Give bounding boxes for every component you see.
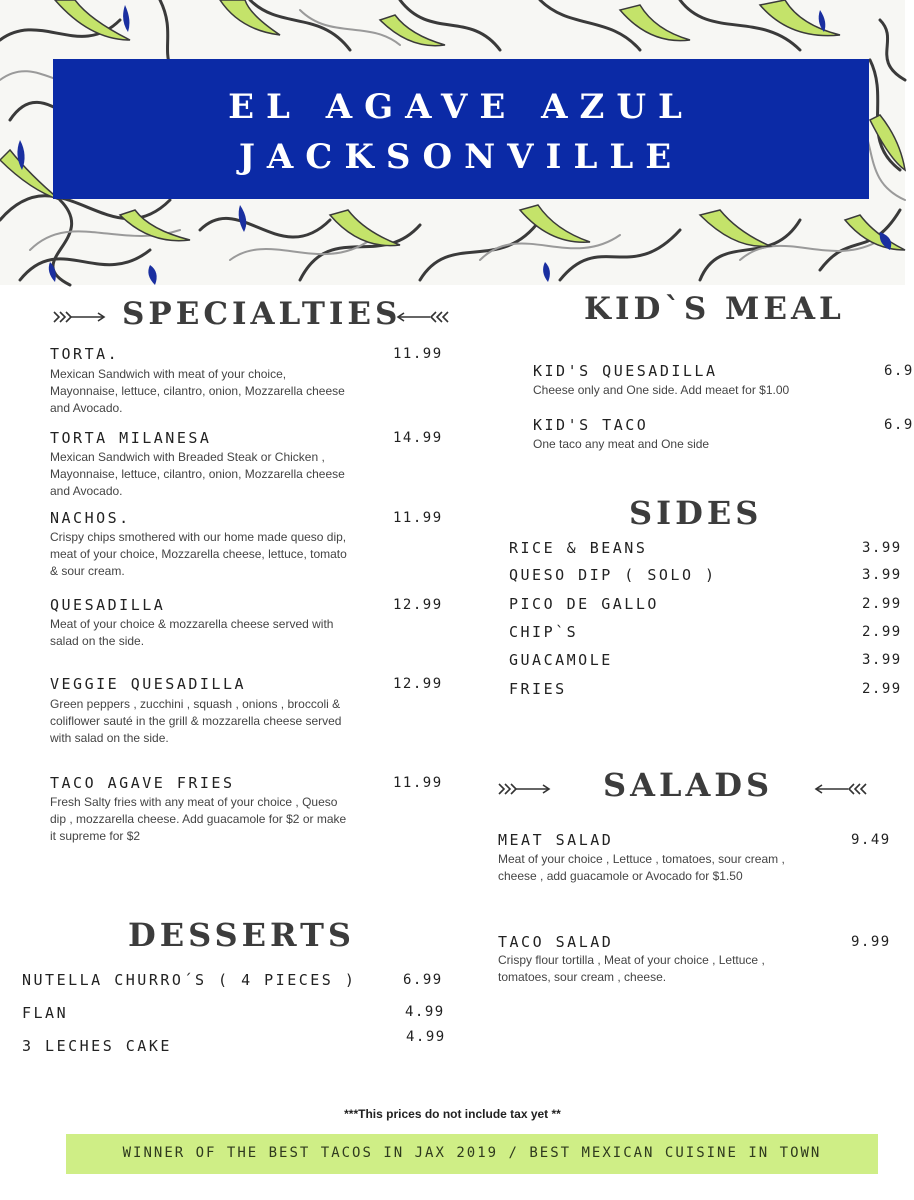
- kids-meal-heading: KID`S MEAL: [584, 291, 845, 327]
- title-box: [53, 59, 869, 199]
- salads-heading: SALADS: [603, 766, 774, 804]
- award-banner: [66, 1134, 878, 1174]
- header-banner: [0, 0, 905, 285]
- restaurant-location: JACKSONVILLE: [238, 137, 684, 177]
- dessert-name: FLAN: [22, 1004, 69, 1022]
- specialty-description: Meat of your choice & mozzarella cheese served with salad on the side.: [50, 617, 334, 648]
- salad-description: Crispy flour tortilla , Meat of your choice , Lettuce , tomatoes, sour cream , cheese.: [498, 953, 765, 984]
- side-name: GUACAMOLE: [509, 651, 613, 669]
- specialty-name: TORTA MILANESA: [50, 429, 212, 447]
- specialty-price: 11.99: [393, 346, 443, 362]
- arrow-left-icon: [396, 310, 456, 324]
- kids-item-price: 6.9: [884, 363, 914, 379]
- specialty-description: Crispy chips smothered with our home made queso dip, meat of your choice, Mozzarella cheese, lettuce, tomato & sour cream.: [50, 530, 347, 578]
- specialty-name: TACO AGAVE FRIES: [50, 774, 235, 792]
- specialty-price: 11.99: [393, 775, 443, 791]
- sides-heading: SIDES: [629, 494, 763, 532]
- arrow-right-icon: [52, 310, 112, 324]
- specialty-name: QUESADILLA: [50, 596, 166, 614]
- arrow-left-icon: [814, 782, 874, 796]
- specialty-price: 14.99: [393, 430, 443, 446]
- arrow-right-icon: [497, 782, 557, 796]
- specialty-description: Mexican Sandwich with meat of your choice, Mayonnaise, lettuce, cilantro, onion, Mozzarella cheese and Avocado.: [50, 367, 345, 415]
- specialties-heading: SPECIALTIES: [122, 296, 402, 332]
- side-price: 2.99: [862, 681, 902, 697]
- award-banner-text: WINNER OF THE BEST TACOS IN JAX 2019 / BEST MEXICAN CUISINE IN TOWN: [122, 1145, 822, 1161]
- side-name: RICE & BEANS: [509, 539, 648, 557]
- specialty-price: 12.99: [393, 676, 443, 692]
- kids-item-description: Cheese only and One side. Add meaet for $1.00: [533, 383, 790, 397]
- side-name: CHIP`S: [509, 623, 579, 641]
- salad-name: TACO SALAD: [498, 933, 614, 951]
- side-price: 2.99: [862, 596, 902, 612]
- specialty-name: VEGGIE QUESADILLA: [50, 675, 247, 693]
- side-name: FRIES: [509, 680, 567, 698]
- tax-note: ***This prices do not include tax yet **: [344, 1107, 561, 1121]
- kids-item-name: KID'S QUESADILLA: [533, 362, 718, 380]
- dessert-name: 3 LECHES CAKE: [22, 1037, 172, 1055]
- side-price: 3.99: [862, 567, 902, 583]
- dessert-price: 4.99: [406, 1029, 446, 1045]
- kids-item-name: KID'S TACO: [533, 416, 649, 434]
- salad-name: MEAT SALAD: [498, 831, 614, 849]
- specialty-price: 12.99: [393, 597, 443, 613]
- salad-price: 9.49: [851, 832, 891, 848]
- side-name: PICO DE GALLO: [509, 595, 659, 613]
- side-price: 3.99: [862, 652, 902, 668]
- salad-price: 9.99: [851, 934, 891, 950]
- specialty-description: Green peppers , zucchini , squash , onions , broccoli & coliflower sauté in the grill & mozzarella cheese served with salad on the side.: [50, 697, 342, 745]
- salad-description: Meat of your choice , Lettuce , tomatoes, sour cream , cheese , add guacamole or Avocado for $1.50: [498, 852, 785, 883]
- restaurant-name: EL AGAVE AZUL: [228, 87, 694, 127]
- specialty-description: Fresh Salty fries with any meat of your choice , Queso dip , mozzarella cheese. Add guacamole for $2 or make it supreme for $2: [50, 795, 347, 843]
- kids-item-description: One taco any meat and One side: [533, 437, 710, 451]
- dessert-name: NUTELLA CHURRO´S ( 4 PIECES ): [22, 971, 357, 989]
- side-name: QUESO DIP ( SOLO ): [509, 566, 717, 584]
- side-price: 3.99: [862, 540, 902, 556]
- dessert-price: 4.99: [405, 1004, 445, 1020]
- specialty-name: TORTA.: [50, 345, 120, 363]
- specialty-name: NACHOS.: [50, 509, 131, 527]
- desserts-heading: DESSERTS: [128, 916, 355, 954]
- side-price: 2.99: [862, 624, 902, 640]
- specialty-description: Mexican Sandwich with Breaded Steak or Chicken , Mayonnaise, lettuce, cilantro, onion, Mozzarella cheese and Avocado.: [50, 450, 345, 498]
- specialty-price: 11.99: [393, 510, 443, 526]
- kids-item-price: 6.9: [884, 417, 914, 433]
- dessert-price: 6.99: [403, 972, 443, 988]
